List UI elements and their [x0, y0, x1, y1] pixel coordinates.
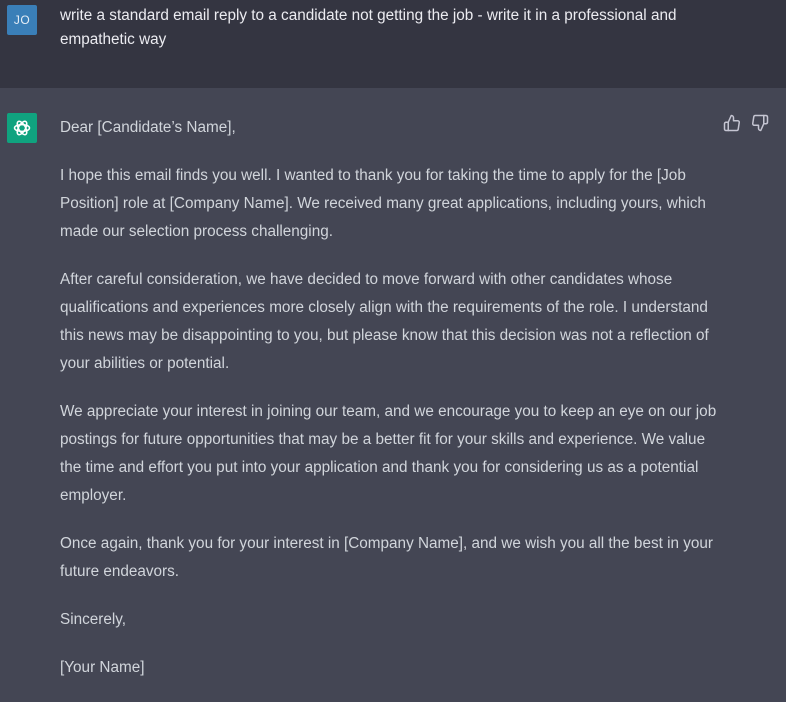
thumbs-up-icon[interactable] [723, 114, 741, 132]
reply-signoff: Sincerely, [60, 611, 127, 628]
reply-greeting: Dear [Candidate’s Name], [60, 119, 236, 136]
reply-paragraph: Once again, thank you for your interest in [Company Name], and we wish you all the best in your future endeavors. [60, 535, 714, 580]
chatgpt-logo-icon [7, 113, 37, 143]
user-message-row [0, 0, 786, 89]
reply-signature: [Your Name] [60, 659, 145, 676]
assistant-message-row [0, 88, 786, 695]
reply-paragraph: I hope this email finds you well. I wanted to thank you for taking the time to apply for the [Job Position] role at [Company Name]. We received many great applications, including yours, which made our selection process challenging. [60, 167, 706, 240]
assistant-reply [60, 114, 730, 702]
user-message-text: write a standard email reply to a candidate not getting the job - write it in a professional and empathetic way [60, 7, 677, 48]
thumbs-down-icon[interactable] [751, 114, 769, 132]
reply-paragraph: We appreciate your interest in joining our team, and we encourage you to keep an eye on our job postings for future opportunities that may be a better fit for your skills and experience. We value the time and effort you put into your application and thank you for considering us as a potential employer. [60, 403, 717, 504]
reply-paragraph: After careful consideration, we have decided to move forward with other candidates whose qualifications and experiences more closely align with the requirements of the role. I understand this news may be disappointing to you, but please know that this decision was not a reflection of your abilities or potential. [60, 271, 709, 372]
user-avatar: JO [7, 5, 37, 35]
